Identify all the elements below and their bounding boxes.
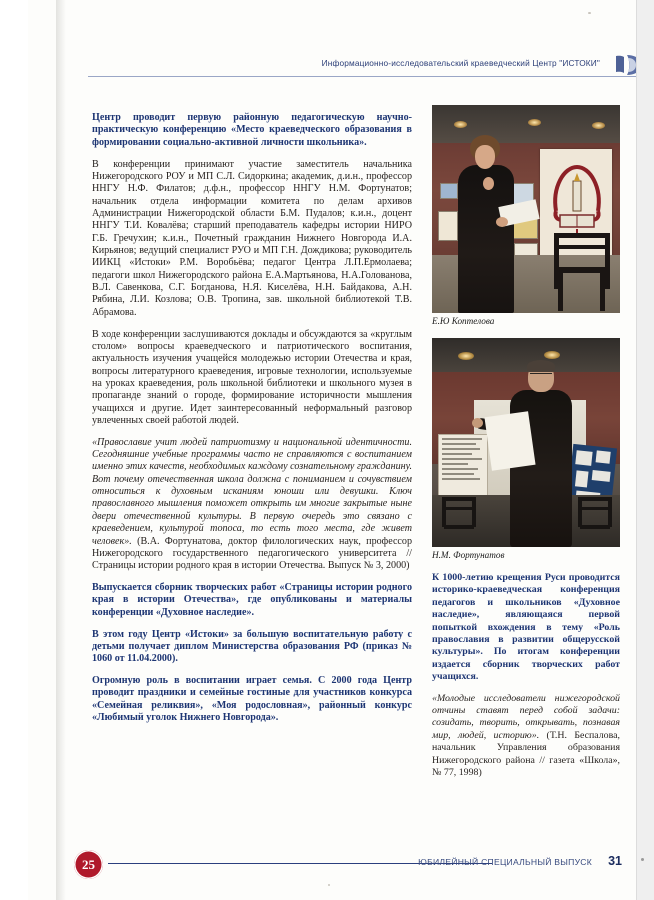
paragraph-collection-release: Выпускается сборник творческих работ «Страницы истории родного края в истории Отечества», где опубликованы и материалы конференции «Духовное наследие».: [92, 582, 412, 618]
chair-shape: [442, 497, 476, 541]
anniversary-seal-icon: 25: [74, 850, 103, 879]
scan-speck: [328, 884, 330, 886]
page-right-edge: [636, 0, 654, 900]
footer-issue-label: ЮБИЛЕЙНЫЙ СПЕЦИАЛЬНЫЙ ВЫПУСК: [418, 857, 592, 867]
wall-emblem-icon: [550, 159, 604, 243]
page-spine-shadow: [56, 0, 66, 900]
masthead-divider: [88, 76, 644, 77]
page-footer: [74, 845, 644, 885]
paragraph-diploma: В этом году Центр «Истоки» за большую воспитательную работу с детьми получает диплом Министерства образования РФ (приказ № 1060 от 11.04.2000).: [92, 628, 412, 665]
quote-text: «Православие учит людей патриотизму и национальной идентичности. Сегодняшние учебные программы часто не справляются с воспитанием именно этих качеств, необходимых каждому сознательному гражданину. Вот почему отечественная школа должна с пониманием и сочувствием относиться к духовным исканиям юноши или девушки. Ключ православного мышления поможет открыть им многие закрытые ныне двери отечественной культуры. В первую очередь это связано с краеведением, культурой топоса, то есть того места, где живет человек».: [92, 436, 412, 547]
person-figure: [510, 362, 576, 547]
sidebar-column: [432, 105, 620, 789]
sidebar-paragraph-bespalova-quote: [432, 693, 620, 780]
photo-woman-speaking: [432, 105, 620, 313]
paragraph-fortunatov-quote: [92, 437, 412, 573]
masthead: [88, 56, 644, 86]
photo-caption-fortunatov: Н.М. Фортунатов: [432, 550, 505, 560]
page-sheet: [28, 0, 636, 900]
quote-text: «Молодые исследователи нижегородской отчины ставят перед собой задачи: созидать, творить, открывать, познавая мир, людей, историю».: [432, 692, 620, 741]
person-figure: [456, 135, 518, 313]
main-text-column: [92, 112, 412, 734]
page-number: 31: [608, 854, 622, 868]
paragraph-family-role: Огромную роль в воспитании играет семья. С 2000 года Центр проводит праздники и семейные гостиные для участников конкурса «Семейная реликвия», «Моя родословная», районный конкурс «Любимый уголок Нижнего Новгорода».: [92, 675, 412, 724]
quote-attribution: (Т.Н. Беспалова, начальник Управления образования Нижегородского района // газета «Школа», № 77, 1998): [432, 729, 621, 779]
scan-speck: [588, 12, 591, 14]
paragraph-conference-topics: В ходе конференции заслушиваются доклады и обсуждаются за «круглым столом» вопросы краеведческого и патриотического воспитания, актуальность изучения учащейся молодежью истории Отечества и края, вопросы литературного краеведения, игровые технологии, используемые на уроках краеведения, роль школьной библиотеки и школьного музея в пропаганде знаний о городе, формирование историчности мышления учащихся и другие. Идет заинтересованный неформальный разговор увлеченных своей работой людей.: [92, 328, 412, 426]
paragraph-participants: В конференции принимают участие заместитель начальника Нижегородского РОУ и МП С.Л. Сидоркина; академик, д.и.н., профессор ННГУ Н.Ф. Филатов; д.ф.н., профессор ННГУ Н.М. Фортунатов; начальник отдела информации комитета по делам архивов Администрации Нижегородской области Б.М. Пудалов; к.и.н., доцент ННГУ Т.И. Ковалёва; старший преподаватель кафедры истории НИРО Г.Б. Гречухин; к.и.н., Почетный гражданин Нижнего Новгорода И.А. Кирьянов; ведущий специалист РУО и МП Г.Н. Дождикова; руководитель ИИКЦ «Истоки» Р.М. Воробьёва; педагог Центра Л.П.Ермолаева; педагоги школ Нижегородского района Е.А.Мартьянова, Н.А.Голованова, В.Л. Савенкова, С.Г. Богданова, Н.Я. Киселёва, Н.Н. Байдакова, А.Н. Рябина, Л.И. Козлова; О.В. Тропина, зав. школьной библиотекой Т.В. Абрамова.: [92, 158, 412, 318]
paragraph-intro-announcement: Центр проводит первую районную педагогическую научно-практическую конференцию «Место краеведческого образования в формировании социально-активной личности школьника».: [92, 112, 412, 148]
chair-shape: [554, 233, 612, 311]
page-left-gutter: [0, 0, 28, 900]
quote-attribution: (В.А. Фортунатова, доктор филологических наук, профессор Нижегородского государственного педагогического университета // Страницы истории родного края в истории Отечества. Выпуск № 3, 2000): [92, 535, 412, 572]
chair-shape: [578, 497, 612, 541]
masthead-title: Информационно-исследовательский краеведческий Центр "ИСТОКИ": [321, 58, 600, 68]
photo-caption-koptelova: Е.Ю Коптелова: [432, 316, 495, 326]
photo-man-presenting: [432, 338, 620, 547]
sidebar-paragraph-millennium-conference: К 1000-летию крещения Руси проводится историко-краеведческая конференция педагогов и школьников «Духовное наследие», являющаяся первой попыткой вхождения в тему «Роль православия в развитии общерусской культуры». По итогам конференции издается сборник творческих работ учащихся.: [432, 572, 620, 683]
scan-speck: [641, 858, 644, 861]
